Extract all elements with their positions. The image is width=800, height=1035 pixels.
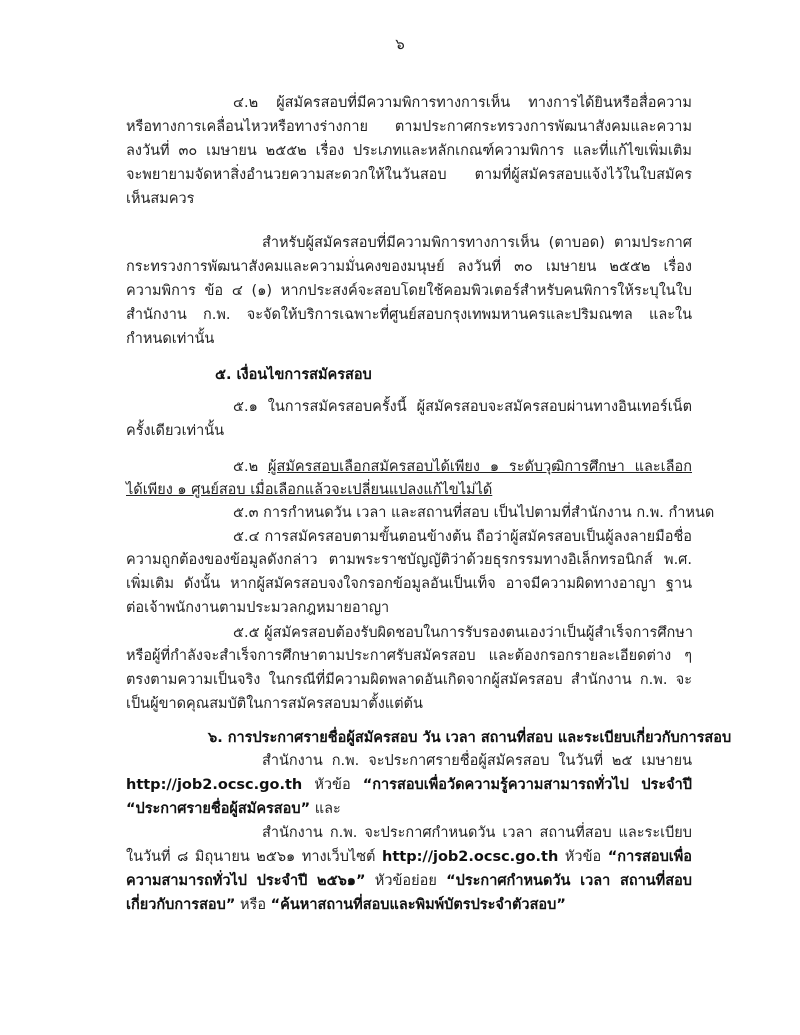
text-line xyxy=(126,328,214,350)
text-line xyxy=(126,573,692,595)
text-segment: สำนักงาน ก.พ. จะประกาศรายชื่อผู้สมัครสอบ ในวันที่ ๒๕ เมษายน xyxy=(262,753,692,769)
text-line xyxy=(126,420,224,442)
text-segment: หัวข้อ xyxy=(558,849,608,865)
bold-text: http://job2.ocsc.go.th xyxy=(126,777,303,793)
text-segment: กระทรวงการพัฒนาสังคมและความมั่นคงของมนุษย์ ลงวันที่ ๓๐ เมษายน ๒๕๕๒ เรื่อง xyxy=(126,259,692,275)
bold-text: http://job2.ocsc.go.th xyxy=(382,849,559,865)
text-segment: ลงวันที่ ๓๐ เมษายน ๒๕๕๒ เรื่อง ประเภทและหลักเกณฑ์ความพิการ และที่แก้ไขเพิ่มเติม xyxy=(126,143,692,159)
text-line xyxy=(126,597,389,619)
text-segment: เพิ่มเติม ดังนั้น หากผู้สมัครสอบจงใจกรอกข้อมูลอันเป็นเท็จ อาจมีความผิดทางอาญา ฐาน xyxy=(126,576,692,592)
text-segment: จะพยายามจัดหาสิ่งอำนวยความสะดวกให้ในวันสอบ ตามที่ผู้สมัครสอบแจ้งไว้ในใบสมัคร xyxy=(126,167,692,183)
bold-text: ๖. การประกาศรายชื่อผู้สมัครสอบ วัน เวลา สถานที่สอบ และระเบียบเกี่ยวกับการสอบ xyxy=(208,730,732,746)
text-segment: สำหรับผู้สมัครสอบที่มีความพิการทางการเห็น (ตาบอด) ตามประกาศ xyxy=(262,235,692,251)
text-line xyxy=(126,846,692,868)
text-line xyxy=(126,549,692,571)
text-line xyxy=(126,164,692,186)
text-line xyxy=(126,140,692,162)
bold-text: “ประกาศรายชื่อผู้สมัครสอบ” xyxy=(126,801,311,817)
text-segment: และ xyxy=(310,801,341,817)
underlined-text: ได้เพียง ๑ ศูนย์สอบ เมื่อเลือกแล้วจะเปลี่ยนแปลงแก้ไขไม่ได้ xyxy=(126,482,493,498)
bold-text: ๕. เงื่อนไขการสมัครสอบ xyxy=(215,367,372,383)
text-line xyxy=(126,774,692,796)
text-segment: เห็นสมควร xyxy=(126,191,195,207)
text-line xyxy=(262,822,692,844)
bold-text: เกี่ยวกับการสอบ” xyxy=(126,897,236,913)
text-segment: ๕.๔ การสมัครสอบตามขั้นตอนข้างต้น ถือว่าผู้สมัครสอบเป็นผู้ลงลายมือชื่อ xyxy=(233,529,692,545)
underlined-text: ผู้สมัครสอบเลือกสมัครสอบได้เพียง ๑ ระดับวุฒิการศึกษา และเลือก xyxy=(268,459,692,475)
text-segment: หัวข้อ xyxy=(302,777,363,793)
text-segment: สำนักงาน ก.พ. จะจัดให้บริการเฉพาะที่ศูนย์สอบกรุงเทพมหานครและปริมณฑล และใน xyxy=(126,307,692,323)
bold-text: “การสอบเพื่อ xyxy=(607,849,692,865)
text-line xyxy=(126,280,692,302)
text-line xyxy=(262,232,692,254)
text-segment: ๕.๕ ผู้สมัครสอบต้องรับผิดชอบในการรับรองตนเองว่าเป็นผู้สำเร็จการศึกษา xyxy=(233,625,694,641)
text-line xyxy=(126,870,692,892)
text-line xyxy=(126,479,492,501)
text-segment: ความถูกต้องของข้อมูลดังกล่าว ตามพระราชบัญญัติว่าด้วยธุรกรรมทางอิเล็กทรอนิกส์ พ.ศ. xyxy=(126,552,692,568)
page-number: ๖ xyxy=(395,35,405,53)
text-segment: หรือทางการเคลื่อนไหวหรือทางร่างกาย ตามประกาศกระทรวงการพัฒนาสังคมและความ xyxy=(126,119,692,135)
text-line xyxy=(126,693,423,715)
bold-text: “ประกาศกำหนดวัน เวลา สถานที่สอบ xyxy=(446,873,692,889)
text-segment: กำหนดเท่านั้น xyxy=(126,331,215,347)
text-segment: ในวันที่ ๘ มิถุนายน ๒๕๖๑ ทางเว็บไซต์ xyxy=(126,849,383,865)
text-line xyxy=(126,798,341,820)
text-line xyxy=(233,622,693,644)
text-segment: ต่อเจ้าพนักงานตามประมวลกฎหมายอาญา xyxy=(126,600,390,616)
text-segment: ๔.๒ ผู้สมัครสอบที่มีความพิการทางการเห็น ทางการได้ยินหรือสื่อความ xyxy=(233,95,692,111)
bold-text: “การสอบเพื่อวัดความรู้ความสามารถทั่วไป ประจำปี xyxy=(362,777,692,793)
text-segment: สำนักงาน ก.พ. จะประกาศกำหนดวัน เวลา สถานที่สอบ และระเบียบ xyxy=(262,825,692,841)
text-line xyxy=(126,116,692,138)
text-segment: ความพิการ ข้อ ๔ (๑) หากประสงค์จะสอบโดยใช้คอมพิวเตอร์สำหรับคนพิการให้ระบุในใบ xyxy=(126,283,692,299)
text-line xyxy=(233,456,692,478)
text-line xyxy=(126,188,194,210)
bold-text: “ค้นหาสถานที่สอบและพิมพ์บัตรประจำตัวสอบ” xyxy=(270,897,566,913)
text-line xyxy=(126,645,692,667)
text-line xyxy=(126,256,692,278)
text-segment: หรือ xyxy=(235,897,271,913)
text-line xyxy=(233,502,714,524)
text-segment: ๕.๓ การกำหนดวัน เวลา และสถานที่สอบ เป็นไปตามที่สำนักงาน ก.พ. กำหนด xyxy=(233,505,715,521)
text-line xyxy=(126,894,566,916)
text-line xyxy=(233,526,692,548)
text-line xyxy=(126,669,692,691)
bold-text: ความสามารถทั่วไป ประจำปี ๒๕๖๑” xyxy=(126,873,366,889)
text-segment: หัวข้อย่อย xyxy=(365,873,447,889)
text-segment: ตรงตามความเป็นจริง ในกรณีที่มีความผิดพลาดอันเกิดจากผู้สมัครสอบ สำนักงาน ก.พ. จะ xyxy=(126,672,692,688)
text-line xyxy=(262,750,692,772)
text-segment: หรือผู้ที่กำลังจะสำเร็จการศึกษาตามประกาศรับสมัครสอบ และต้องกรอกรายละเอียดต่าง ๆ xyxy=(126,648,692,664)
text-line xyxy=(233,396,692,418)
text-line xyxy=(208,727,731,749)
text-segment: ครั้งเดียวเท่านั้น xyxy=(126,423,225,439)
text-line xyxy=(233,92,692,114)
text-line xyxy=(215,364,372,386)
text-segment: เป็นผู้ขาดคุณสมบัติในการสมัครสอบมาตั้งแต่ต้น xyxy=(126,696,423,712)
text-segment: ๕.๑ ในการสมัครสอบครั้งนี้ ผู้สมัครสอบจะสมัครสอบผ่านทางอินเทอร์เน็ต xyxy=(233,399,692,415)
text-segment: ๕.๒ xyxy=(233,459,269,475)
text-line xyxy=(126,304,692,326)
